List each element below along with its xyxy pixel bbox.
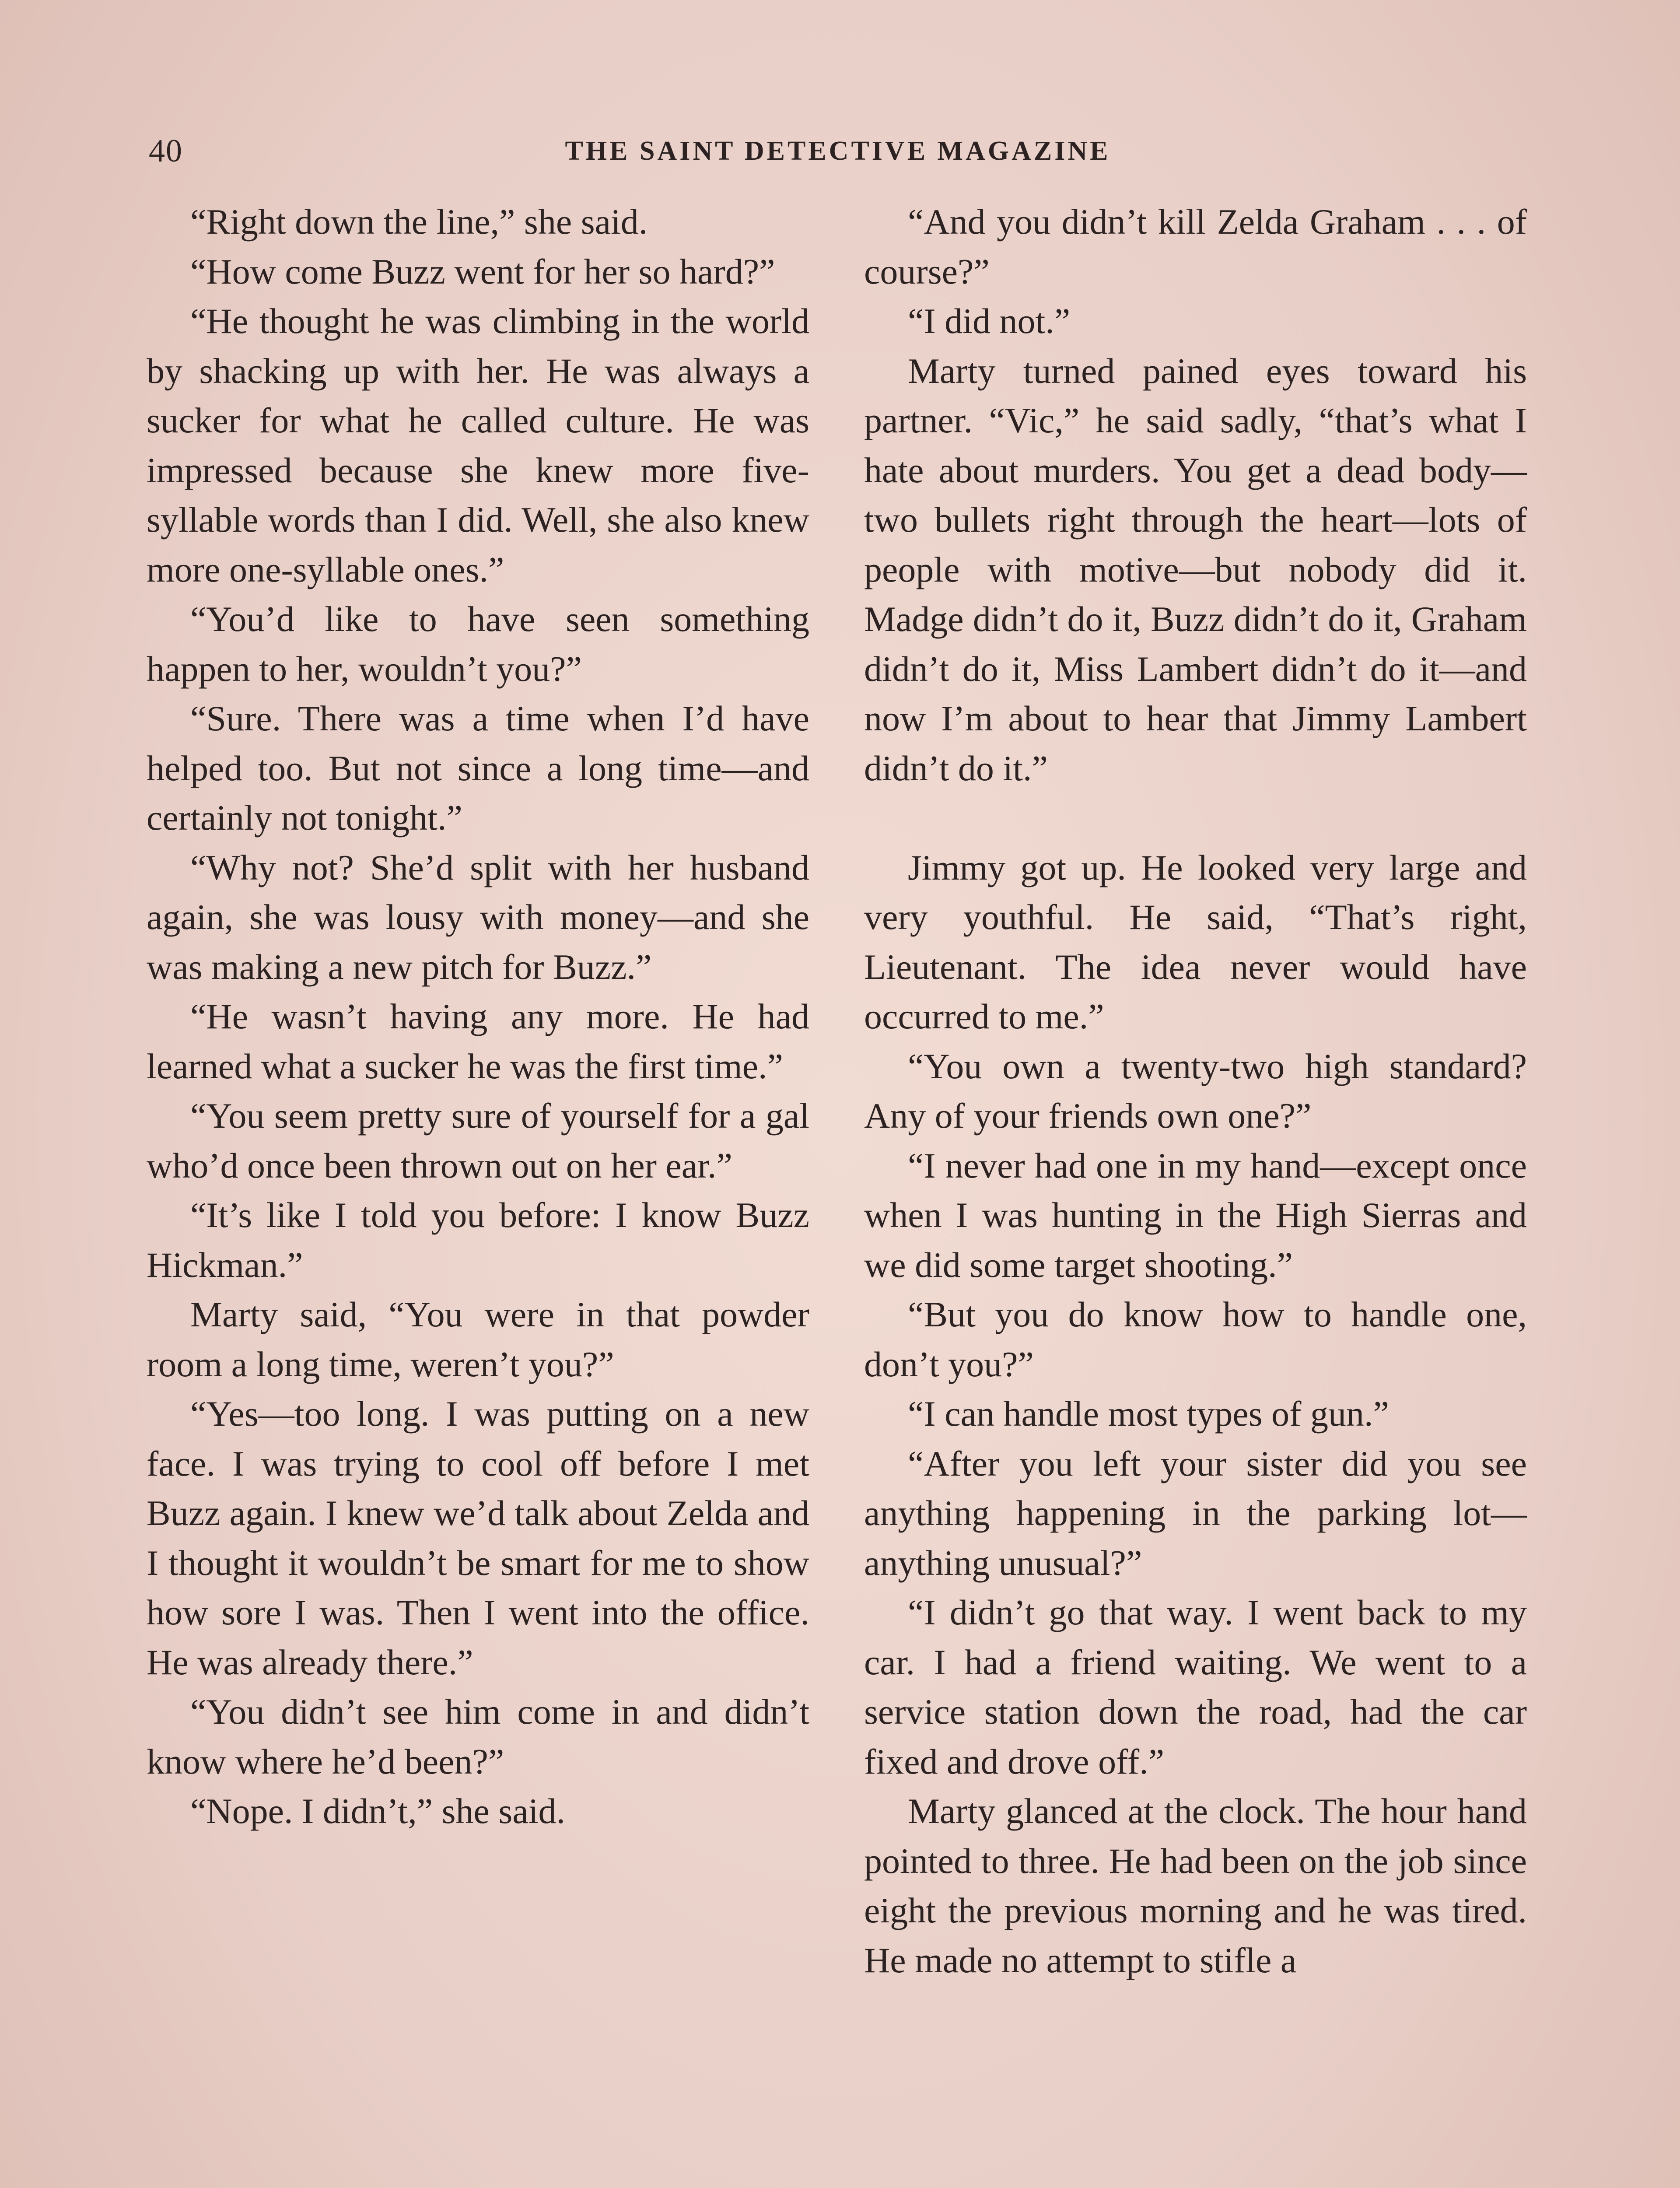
- running-title: THE SAINT DETECTIVE MAGAZINE: [565, 136, 1111, 166]
- page-header: [149, 131, 1527, 171]
- paragraph: “I can handle most types of gun.”: [908, 1394, 1389, 1434]
- paragraph: “He thought he was climbing in the world by shacking up with her. He was always a sucker for what he called culture. He was impressed because she knew more five-syllable words than I did. Well, she also knew more one-syllable ones.”: [147, 301, 809, 589]
- left-column: [147, 197, 809, 1836]
- paragraph: “I didn’t go that way. I went back to my car. I had a friend waiting. We went to a service station down the road, had the car fixed and drove off.”: [864, 1592, 1527, 1781]
- paragraph: “You own a twenty-two high standard? Any of your friends own one?”: [864, 1046, 1527, 1136]
- paragraph: “You seem pretty sure of yourself for a gal who’d once been thrown out on her ear.”: [147, 1096, 809, 1185]
- paragraph: Marty said, “You were in that powder room a long time, weren’t you?”: [147, 1294, 809, 1384]
- paragraph: “I did not.”: [908, 301, 1071, 341]
- paragraph: “Nope. I didn’t,” she said.: [190, 1791, 565, 1831]
- paragraph: “And you didn’t kill Zelda Graham . . . of course?”: [864, 202, 1527, 291]
- paragraph: “After you left your sister did you see anything happening in the parking lot—anything unusual?”: [864, 1443, 1527, 1583]
- paragraph: “Right down the line,” she said.: [190, 202, 648, 242]
- paragraph: Marty turned pained eyes toward his partner. “Vic,” he said sadly, “that’s what I hate about murders. You get a dead body—two bullets right through the heart—lots of people with motive—but nobody did it. Madge didn’t do it, Buzz didn’t do it, Graham didn’t do it, Miss Lambert didn’t do it—and now I’m about to hear that Jimmy Lambert didn’t do it.”: [864, 351, 1527, 788]
- paragraph: “Yes—too long. I was putting on a new face. I was trying to cool off before I met Buzz again. I knew we’d talk about Zelda and I thought it wouldn’t be smart for me to show how sore I was. Then I went into the office. He was already there.”: [147, 1394, 809, 1682]
- paragraph: “Sure. There was a time when I’d have helped too. But not since a long time—and certainly not tonight.”: [147, 698, 809, 838]
- paragraph: “Why not? She’d split with her husband again, she was lousy with money—and she was making a new pitch for Buzz.”: [147, 847, 809, 987]
- right-column: [864, 197, 1527, 1985]
- paragraph: Marty glanced at the clock. The hour hand pointed to three. He had been on the job since eight the previous morning and he was tired. He made no attempt to stifle a: [864, 1791, 1527, 1980]
- paragraph: “You didn’t see him come in and didn’t know where he’d been?”: [147, 1692, 809, 1781]
- paragraph: “But you do know how to handle one, don’t you?”: [864, 1294, 1527, 1384]
- paragraph: “I never had one in my hand—except once when I was hunting in the High Sierras and we did some target shooting.”: [864, 1145, 1527, 1285]
- paragraph: “He wasn’t having any more. He had learned what a sucker he was the first time.”: [147, 996, 809, 1086]
- paragraph: “You’d like to have seen something happen to her, wouldn’t you?”: [147, 599, 809, 689]
- paragraph: “It’s like I told you before: I know Buzz Hickman.”: [147, 1195, 809, 1285]
- paragraph: “How come Buzz went for her so hard?”: [190, 251, 775, 291]
- paragraph: Jimmy got up. He looked very large and very youthful. He said, “That’s right, Lieutenant. The idea never would have occurred to me.”: [864, 847, 1527, 1036]
- page-number: 40: [149, 133, 183, 169]
